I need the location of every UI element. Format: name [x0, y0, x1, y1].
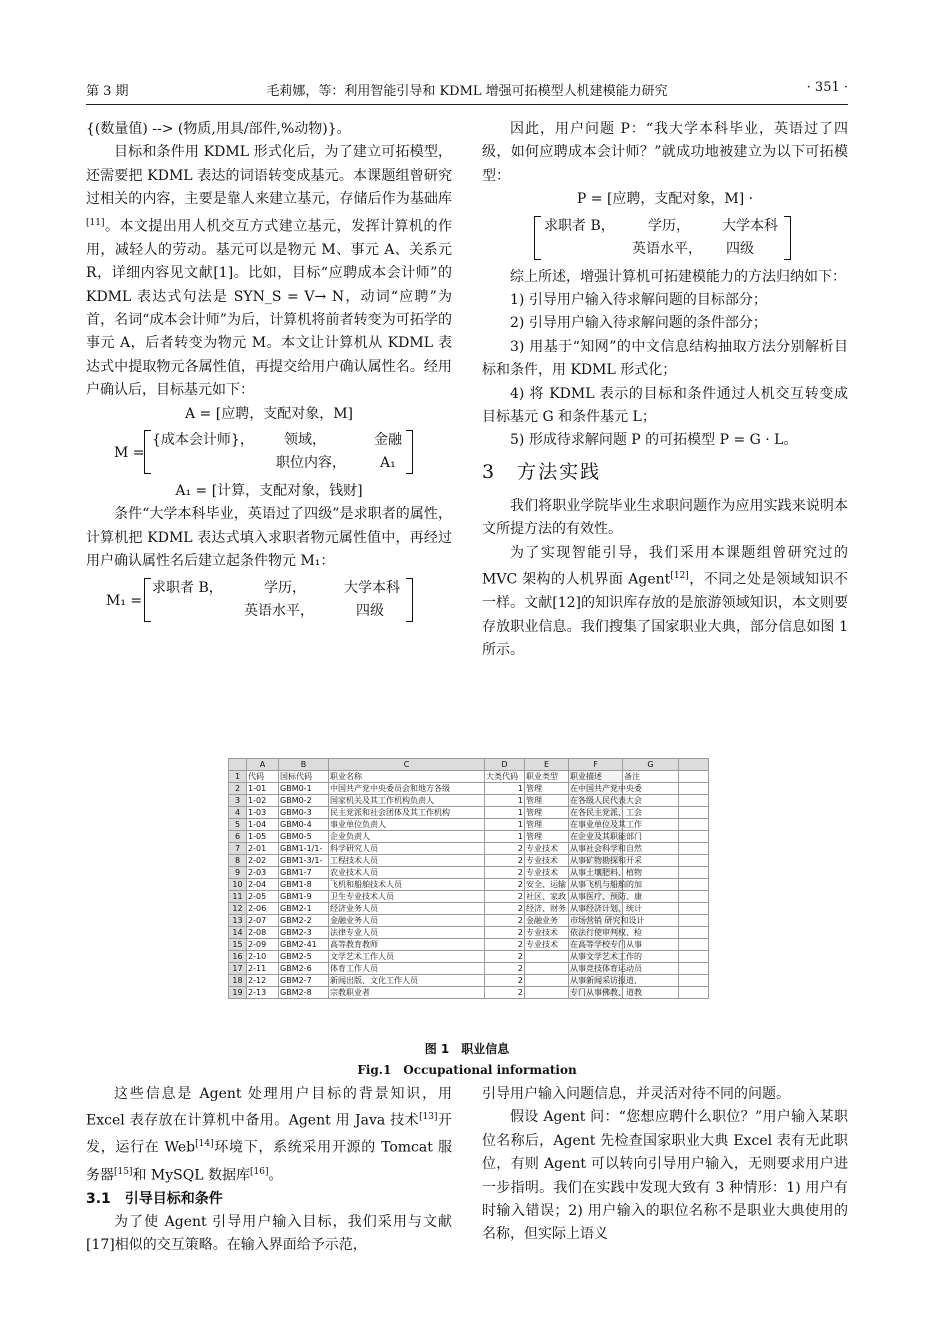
- left-bracket: [144, 578, 151, 622]
- table-cell[interactable]: 市场营销 研究和设计: [570, 915, 645, 925]
- table-cell[interactable]: 1-03: [247, 807, 279, 819]
- table-cell[interactable]: 2: [485, 927, 525, 939]
- table-cell[interactable]: [679, 807, 709, 819]
- table-cell[interactable]: [679, 795, 709, 807]
- table-cell[interactable]: 2-11: [247, 963, 279, 975]
- paragraph: 假设 Agent 问：“您想应聘什么职位？”用户输入某职位名称后，Agent 先检查国家职业大典 Excel 表有无此职位，有则 Agent 可以转向引导用户输入，无则要求用户进一步指明。我们在实践中发现大致有 3 种情形：1) 用户有时输入错误；2) 用户输入的职位名称不是职业大典使用的名称，但实际上语义: [482, 1109, 848, 1243]
- table-cell[interactable]: 依法行使审判权、检: [570, 927, 642, 937]
- table-cell[interactable]: 事业单位负责人: [329, 819, 485, 831]
- table-cell[interactable]: 高等教育教师: [329, 939, 485, 951]
- table-cell[interactable]: 卫生专业技术人员: [329, 891, 485, 903]
- table-cell[interactable]: GBM1-3/1-: [279, 855, 329, 867]
- column-letter[interactable]: B: [279, 759, 329, 771]
- equation-a: A = [应聘，支配对象，M]: [185, 405, 353, 422]
- table-row: [229, 903, 709, 915]
- left-bracket: [144, 430, 151, 474]
- table-cell[interactable]: 安全、运输: [525, 879, 569, 891]
- table-cell[interactable]: 2-08: [247, 927, 279, 939]
- table-cell[interactable]: 1-04: [247, 819, 279, 831]
- table-row: [229, 927, 709, 939]
- right-bracket: [406, 430, 413, 474]
- table-cell[interactable]: 管理: [525, 807, 569, 819]
- table-cell[interactable]: 2: [485, 987, 525, 999]
- column-letter[interactable]: G: [623, 759, 679, 771]
- citation: [14]: [195, 1139, 214, 1150]
- table-cell[interactable]: [679, 939, 709, 951]
- table-row: [229, 975, 709, 987]
- right-bracket: [406, 578, 413, 622]
- table-row: [229, 963, 709, 975]
- table-cell[interactable]: 中国共产党中央委员会和地方各级: [329, 783, 485, 795]
- row-number[interactable]: 6: [229, 831, 247, 843]
- page-number: · 351 ·: [806, 80, 848, 95]
- table-row: [229, 939, 709, 951]
- table-cell[interactable]: 职业名称: [329, 771, 485, 783]
- table-cell[interactable]: 文学艺术工作人员: [329, 951, 485, 963]
- table-cell[interactable]: 民主党派和社会团体及其工作机构: [329, 807, 485, 819]
- figure-caption-cn: 图 1 职业信息: [424, 1042, 510, 1056]
- table-cell[interactable]: [679, 903, 709, 915]
- table-cell[interactable]: [679, 771, 709, 783]
- table-cell[interactable]: 2: [485, 867, 525, 879]
- table-cell[interactable]: [679, 831, 709, 843]
- matrix-cell: 四级: [356, 602, 384, 619]
- table-cell[interactable]: 从事土壤肥料、植物: [570, 867, 642, 877]
- table-cell[interactable]: [679, 963, 709, 975]
- matrix-m1: [86, 576, 452, 626]
- table-cell[interactable]: 农业技术人员: [329, 867, 485, 879]
- table-cell[interactable]: 2: [485, 903, 525, 915]
- table-cell[interactable]: 工程技术人员: [329, 855, 485, 867]
- table-cell[interactable]: GBM2-8: [279, 987, 329, 999]
- table-cell[interactable]: 1: [485, 783, 525, 795]
- table-cell[interactable]: GBM1-7: [279, 867, 329, 879]
- citation: [12]: [670, 571, 689, 582]
- row-number[interactable]: 12: [229, 903, 247, 915]
- table-cell[interactable]: GBM0-1: [279, 783, 329, 795]
- table-row: [229, 771, 709, 783]
- table-cell[interactable]: 专业技术: [525, 939, 569, 951]
- table-cell[interactable]: 1: [485, 831, 525, 843]
- table-cell[interactable]: GBM0-4: [279, 819, 329, 831]
- table-row: [229, 891, 709, 903]
- matrix-cell: 学历，: [648, 217, 690, 234]
- equation-a1: A₁ = [计算，支配对象，钱财]: [175, 482, 363, 499]
- table-cell[interactable]: 专业技术: [525, 855, 569, 867]
- matrix-cell: {成本会计师}，: [152, 431, 254, 448]
- row-number[interactable]: 13: [229, 915, 247, 927]
- table-cell[interactable]: 管理: [525, 795, 569, 807]
- matrix-cell: 求职者 B，: [152, 579, 223, 596]
- table-cell[interactable]: 代码: [247, 771, 279, 783]
- table-row: [229, 915, 709, 927]
- matrix-p: [482, 214, 848, 264]
- table-cell[interactable]: 专门从事佛教、道教: [570, 987, 642, 997]
- table-cell[interactable]: [679, 891, 709, 903]
- occupation-spreadsheet: [228, 758, 708, 1032]
- table-cell[interactable]: GBM2-41: [279, 939, 329, 951]
- table-cell[interactable]: [679, 867, 709, 879]
- right-bracket: [784, 216, 791, 260]
- row-number[interactable]: 15: [229, 939, 247, 951]
- table-cell[interactable]: 2-05: [247, 891, 279, 903]
- table-cell[interactable]: 2-06: [247, 903, 279, 915]
- left-column: [86, 118, 452, 628]
- citation: [11]: [86, 217, 105, 228]
- table-cell[interactable]: 管理: [525, 783, 569, 795]
- table-cell[interactable]: [679, 951, 709, 963]
- table-cell[interactable]: 法律专业人员: [329, 927, 485, 939]
- section-heading: 3 方法实践: [482, 460, 602, 483]
- step-item: 4) 将 KDML 表示的目标和条件通过人机交互转变成目标基元 G 和条件基元 L；: [482, 385, 848, 426]
- table-cell[interactable]: [679, 987, 709, 999]
- table-cell[interactable]: 经济业务人员: [329, 903, 485, 915]
- paragraph: 为了使 Agent 引导用户输入目标，我们采用与文献[17]相似的交互策略。在输入界面给予示范，: [86, 1214, 452, 1254]
- table-cell[interactable]: GBM0-3: [279, 807, 329, 819]
- table-cell[interactable]: 1-02: [247, 795, 279, 807]
- table-cell[interactable]: GBM2-2: [279, 915, 329, 927]
- table-cell[interactable]: 从事经济计划、统计: [570, 903, 642, 913]
- table-cell[interactable]: 金融业务: [525, 915, 569, 927]
- citation: [13]: [419, 1112, 438, 1123]
- table-cell[interactable]: 2: [485, 855, 525, 867]
- table-cell[interactable]: 经济、财务: [525, 903, 569, 915]
- table-cell[interactable]: 职业类型: [525, 771, 569, 783]
- citation: [16]: [250, 1166, 269, 1177]
- table-cell[interactable]: 2-09: [247, 939, 279, 951]
- paragraph: 目标和条件用 KDML 形式化后，为了建立可拓模型，还需要把 KDML 表达的词语转变成基元。本课题组曾研究过相关的内容，主要是靠人来建立基元，存储后作为基础库[11]。本文提出用人机交互方式建立基元，发挥计算机的作用，减轻人的劳动。基元可以是物元 M、事元 A、关系元 R，详细内容见文献[1]。比如，目标“应聘成本会计师”的 KDML 表达式句法是 SYN_S = V→ N，动词“应聘”为首，名词“成本会计师”为后，计算机将前者转变为可拓学的事元 A，后者转变为物元 M。本文让计算机从 KDML 表达式中提取物元各属性值，再提交给用户确认属性名。经用户确认后，目标基元如下：: [86, 144, 452, 399]
- row-number[interactable]: 14: [229, 927, 247, 939]
- table-cell[interactable]: 在企业及其职能部门: [570, 831, 642, 841]
- table-row: [229, 807, 709, 819]
- table-cell[interactable]: 2-03: [247, 867, 279, 879]
- row-number[interactable]: 2: [229, 783, 247, 795]
- step-item: 3) 用基于“知网”的中文信息结构抽取方法分别解析目标和条件，用 KDML 形式化；: [482, 338, 848, 379]
- step-item: 5) 形成待求解问题 P 的可拓模型 P = G · L。: [510, 432, 798, 449]
- table-cell[interactable]: 2: [485, 891, 525, 903]
- step-item: 2) 引导用户输入待求解问题的条件部分；: [510, 315, 767, 332]
- row-number[interactable]: 5: [229, 819, 247, 831]
- matrix-cell: A₁: [380, 454, 396, 471]
- matrix-m: [86, 428, 452, 478]
- table-cell[interactable]: 社区、家政: [525, 891, 569, 903]
- table-cell[interactable]: [525, 963, 569, 975]
- table-cell[interactable]: 从事新闻采访报道、: [570, 975, 642, 985]
- figure-caption-en: Fig.1 Occupational information: [357, 1063, 577, 1077]
- table-cell[interactable]: 1-05: [247, 831, 279, 843]
- column-letter[interactable]: D: [485, 759, 525, 771]
- paragraph: 条件“大学本科毕业，英语过了四级”是求职者的属性，计算机把 KDML 表达式填入求职者物元属性值中，再经过用户确认属性名后建立起条件物元 M₁：: [86, 506, 452, 570]
- column-letter[interactable]: E: [525, 759, 569, 771]
- table-cell[interactable]: 新闻出版、文化工作人员: [329, 975, 485, 987]
- matrix-cell: 求职者 B，: [544, 217, 615, 234]
- matrix-cell: 四级: [726, 240, 754, 257]
- table-cell[interactable]: 在各级人民代表大会: [570, 795, 642, 805]
- table-row: [229, 783, 709, 795]
- table-cell[interactable]: 2-04: [247, 879, 279, 891]
- table-cell[interactable]: [679, 783, 709, 795]
- left-column-bottom: [86, 1083, 452, 1258]
- table-cell[interactable]: 在各民主党派、工会: [570, 807, 642, 817]
- table-cell[interactable]: 2: [485, 951, 525, 963]
- equation-p: P = [应聘，支配对象，M] ·: [576, 191, 754, 208]
- table-cell[interactable]: GBM1-9: [279, 891, 329, 903]
- table-cell[interactable]: 2-13: [247, 987, 279, 999]
- table-row: [229, 855, 709, 867]
- table-cell[interactable]: 2: [485, 963, 525, 975]
- table-cell[interactable]: GBM2-3: [279, 927, 329, 939]
- row-number[interactable]: 17: [229, 963, 247, 975]
- table-row: [229, 951, 709, 963]
- row-number[interactable]: 11: [229, 891, 247, 903]
- table-cell[interactable]: 科学研究人员: [329, 843, 485, 855]
- table-cell[interactable]: 2: [485, 915, 525, 927]
- matrix-cell: 大学本科: [344, 579, 400, 596]
- row-number[interactable]: 4: [229, 807, 247, 819]
- paragraph: 引导用户输入问题信息，并灵活对待不同的问题。: [482, 1086, 790, 1102]
- table-cell[interactable]: 2-10: [247, 951, 279, 963]
- right-column-bottom: [482, 1083, 848, 1247]
- table-cell[interactable]: [679, 927, 709, 939]
- table-cell[interactable]: 2-01: [247, 843, 279, 855]
- table-cell[interactable]: 1: [485, 819, 525, 831]
- citation: [15]: [114, 1166, 133, 1177]
- row-number[interactable]: 7: [229, 843, 247, 855]
- matrix-cell: 领域，: [284, 431, 326, 448]
- table-cell[interactable]: [679, 819, 709, 831]
- continued-line: {(数量值) --> (物质,用具/部件,%动物)}。: [86, 121, 351, 137]
- table-cell[interactable]: 从事飞机与船舶的加: [570, 879, 642, 889]
- matrix-cell: 英语水平，: [244, 602, 314, 619]
- table-cell[interactable]: 专业技术: [525, 927, 569, 939]
- table-cell[interactable]: 金融业务人员: [329, 915, 485, 927]
- step-item: 1) 引导用户输入待求解问题的目标部分；: [510, 292, 767, 309]
- paragraph: 因此，用户问题 P：“我大学本科毕业，英语过了四级，如何应聘成本会计师？”就成功地被建立为以下可拓模型：: [482, 121, 848, 184]
- row-number[interactable]: 3: [229, 795, 247, 807]
- table-cell[interactable]: GBM1-1/1-: [279, 843, 329, 855]
- matrix-cell: 金融: [374, 431, 402, 448]
- column-header-row: [229, 759, 709, 771]
- table-cell[interactable]: [679, 879, 709, 891]
- row-number[interactable]: 9: [229, 867, 247, 879]
- table-cell[interactable]: 2-12: [247, 975, 279, 987]
- table-cell[interactable]: 在中国共产党中央委: [570, 783, 642, 793]
- table-cell[interactable]: 国标代码: [279, 771, 329, 783]
- column-letter[interactable]: [229, 759, 247, 771]
- table-row: [229, 831, 709, 843]
- running-header: [86, 80, 848, 104]
- table-cell[interactable]: 管理: [525, 831, 569, 843]
- table-cell[interactable]: [679, 975, 709, 987]
- column-letter[interactable]: C: [329, 759, 485, 771]
- spreadsheet-table: [228, 758, 709, 999]
- table-cell[interactable]: [679, 843, 709, 855]
- matrix-cell: 大学本科: [722, 217, 778, 234]
- row-number[interactable]: 18: [229, 975, 247, 987]
- right-column: [482, 118, 848, 662]
- table-cell[interactable]: [525, 987, 569, 999]
- paragraph: 综上所述，增强计算机可拓建模能力的方法归纳如下：: [510, 268, 846, 285]
- table-row: [229, 819, 709, 831]
- running-title: 毛莉娜，等：利用智能引导和 KDML 增强可拓模型人机建模能力研究: [266, 84, 668, 99]
- table-cell[interactable]: GBM2-7: [279, 975, 329, 987]
- table-cell[interactable]: 从事文学艺术工作的: [570, 951, 642, 961]
- table-cell[interactable]: 2-07: [247, 915, 279, 927]
- table-cell[interactable]: GBM0-5: [279, 831, 329, 843]
- row-number[interactable]: 1: [229, 771, 247, 783]
- header-rule: [86, 104, 848, 105]
- table-cell[interactable]: [525, 951, 569, 963]
- matrix-cell: 学历，: [264, 579, 306, 596]
- table-cell[interactable]: 体育工作人员: [329, 963, 485, 975]
- left-bracket: [534, 216, 541, 260]
- row-number[interactable]: 8: [229, 855, 247, 867]
- table-cell[interactable]: [679, 855, 709, 867]
- table-row: [229, 795, 709, 807]
- matrix-label: M₁ =: [106, 592, 143, 609]
- table-row: [229, 867, 709, 879]
- table-row: [229, 843, 709, 855]
- table-cell[interactable]: 备注: [623, 771, 679, 783]
- issue-number: 第 3 期: [86, 84, 129, 99]
- row-number[interactable]: 10: [229, 879, 247, 891]
- table-cell[interactable]: 1: [485, 795, 525, 807]
- matrix-label: M =: [114, 444, 145, 461]
- table-cell[interactable]: 宗教职业者: [329, 987, 485, 999]
- table-cell[interactable]: [525, 975, 569, 987]
- table-cell[interactable]: 在高等学校专门从事: [570, 939, 642, 949]
- table-row: [229, 987, 709, 999]
- column-letter[interactable]: [679, 759, 709, 771]
- table-cell[interactable]: 从事矿物勘探和开采: [570, 855, 642, 865]
- paragraph: 为了实现智能引导，我们采用本课题组曾研究过的 MVC 架构的人机界面 Agent[12]，不同之处是领域知识不一样。文献[12]的知识库存放的是旅游领域知识，本文则要存放职业信息。我们搜集了国家职业大典，部分信息如图 1 所示。: [482, 544, 848, 658]
- column-letter[interactable]: F: [569, 759, 623, 771]
- table-cell[interactable]: 管理: [525, 819, 569, 831]
- table-cell[interactable]: 飞机和船舶技术人员: [329, 879, 485, 891]
- table-cell[interactable]: 企业负责人: [329, 831, 485, 843]
- table-cell[interactable]: 从事医疗、预防、康: [570, 891, 642, 901]
- table-cell[interactable]: 从事竞技体育运动员: [570, 963, 642, 973]
- table-cell[interactable]: GBM1-8: [279, 879, 329, 891]
- table-cell[interactable]: 职业描述: [569, 771, 623, 783]
- table-cell[interactable]: 2: [485, 843, 525, 855]
- table-cell[interactable]: GBM2-1: [279, 903, 329, 915]
- table-cell[interactable]: 2: [485, 879, 525, 891]
- table-cell[interactable]: GBM0-2: [279, 795, 329, 807]
- paragraph: 我们将职业学院毕业生求职问题作为应用实践来说明本文所提方法的有效性。: [482, 497, 848, 538]
- row-number[interactable]: 19: [229, 987, 247, 999]
- table-row: [229, 879, 709, 891]
- matrix-cell: 职位内容，: [276, 454, 346, 471]
- paragraph: 这些信息是 Agent 处理用户目标的背景知识，用 Excel 表存放在计算机中备用。Agent 用 Java 技术[13]开发，运行在 Web[14]环境下，系统采用开源的 Tomcat 服务器[15]和 MySQL 数据库[16]。: [86, 1086, 453, 1184]
- matrix-cell: 英语水平，: [632, 240, 702, 257]
- table-cell[interactable]: 专业技术: [525, 843, 569, 855]
- table-cell[interactable]: 2-02: [247, 855, 279, 867]
- row-number[interactable]: 16: [229, 951, 247, 963]
- table-cell[interactable]: 在事业单位及其工作: [570, 819, 642, 829]
- table-cell[interactable]: 从事社会科学和自然: [570, 843, 642, 853]
- table-cell[interactable]: [679, 915, 709, 927]
- table-cell[interactable]: 专业技术: [525, 867, 569, 879]
- table-cell[interactable]: 1: [485, 807, 525, 819]
- column-letter[interactable]: A: [247, 759, 279, 771]
- table-cell[interactable]: GBM2-5: [279, 951, 329, 963]
- table-cell[interactable]: 2: [485, 975, 525, 987]
- table-cell[interactable]: 国家机关及其工作机构负责人: [329, 795, 485, 807]
- table-cell[interactable]: GBM2-6: [279, 963, 329, 975]
- subsection-heading: 3.1 引导目标和条件: [86, 1190, 223, 1207]
- table-cell[interactable]: 大类代码: [485, 771, 525, 783]
- table-cell[interactable]: 1-01: [247, 783, 279, 795]
- table-cell[interactable]: 2: [485, 939, 525, 951]
